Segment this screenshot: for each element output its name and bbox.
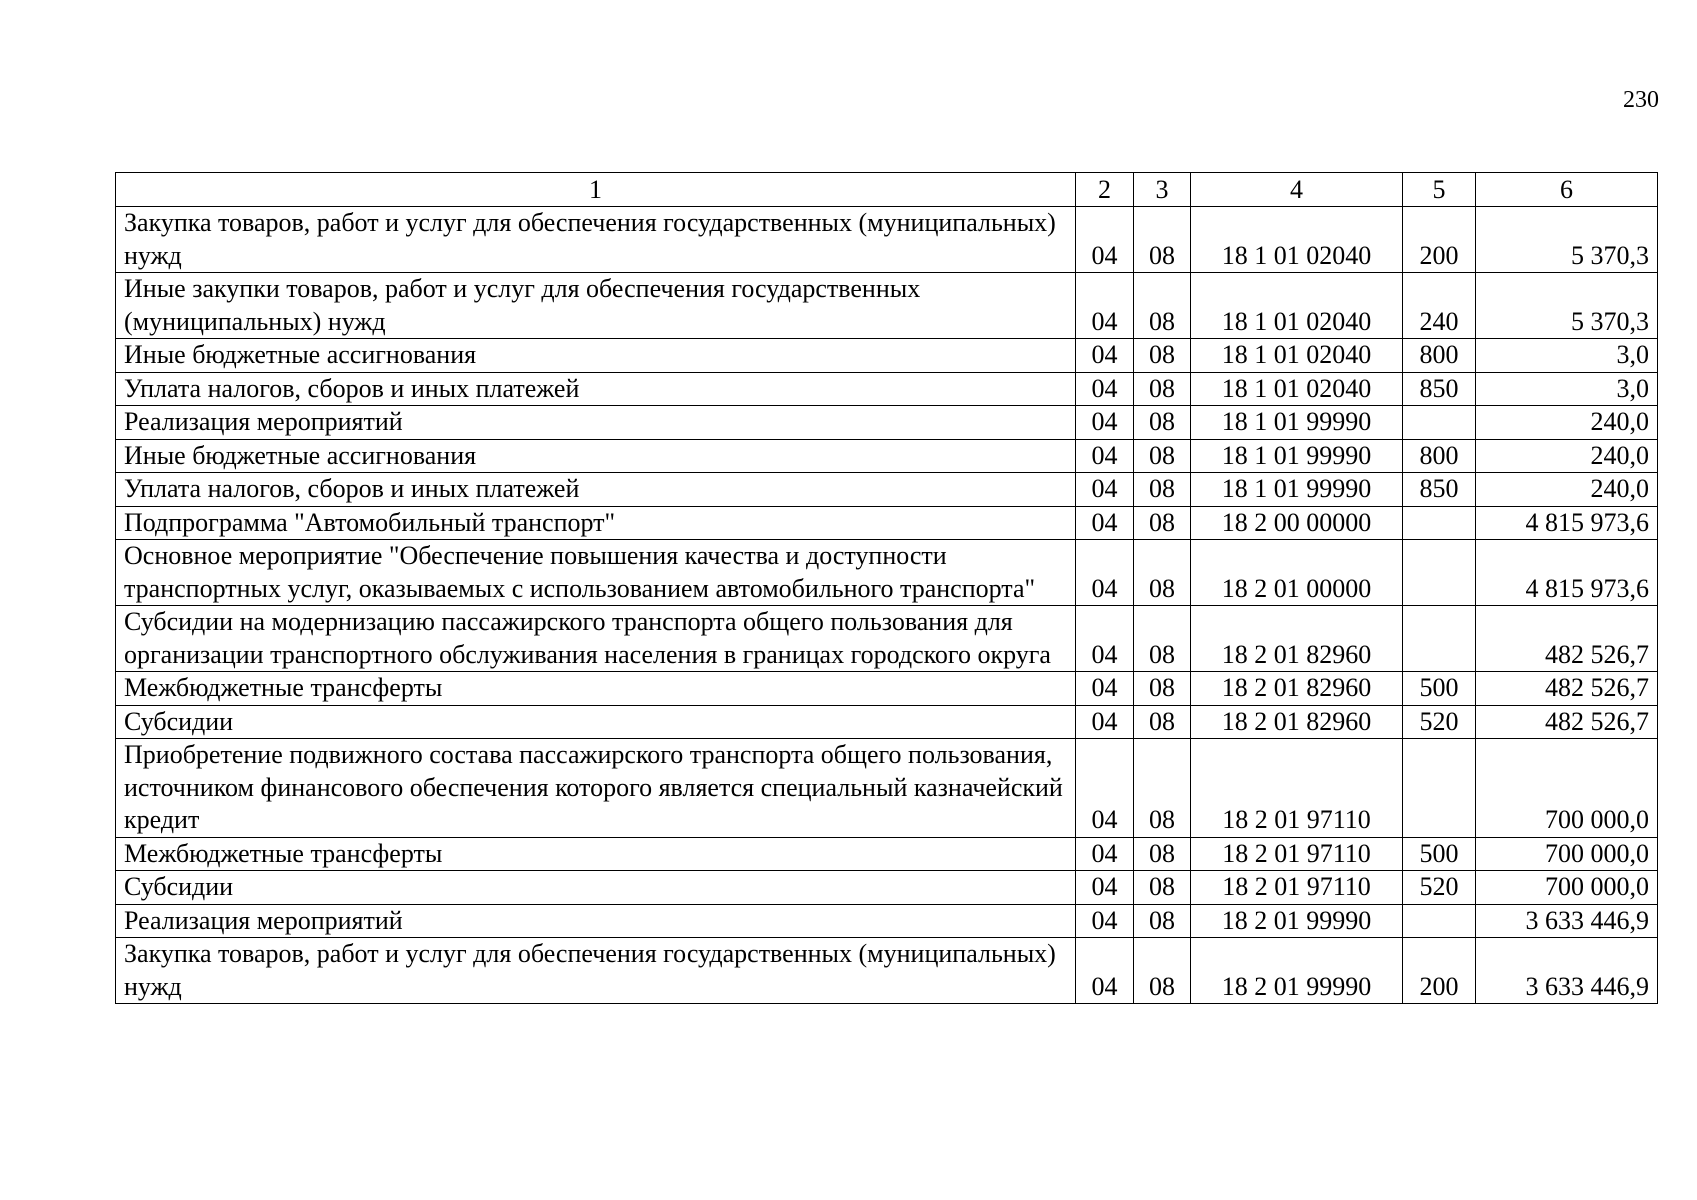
column-header-1: 1 [116,173,1076,207]
table-row [116,473,1658,507]
column-header-6: 6 [1476,173,1658,207]
table-row [116,837,1658,871]
row-section: 04 [1076,207,1134,273]
row-expense-type [1403,406,1476,440]
table-header-row [116,173,1658,207]
row-amount: 482 526,7 [1476,705,1658,739]
row-amount: 5 370,3 [1476,273,1658,339]
row-name: Иные закупки товаров, работ и услуг для обеспечения государственных (муниципальных) нужд [116,273,1076,339]
row-expense-type: 240 [1403,273,1476,339]
row-subsection: 08 [1134,439,1191,473]
row-target-code: 18 1 01 02040 [1191,273,1403,339]
row-target-code: 18 1 01 99990 [1191,439,1403,473]
row-amount: 3 633 446,9 [1476,938,1658,1004]
row-amount: 482 526,7 [1476,606,1658,672]
row-expense-type: 500 [1403,672,1476,706]
row-target-code: 18 2 01 82960 [1191,705,1403,739]
row-expense-type: 850 [1403,372,1476,406]
row-name: Субсидии [116,871,1076,905]
row-name: Приобретение подвижного состава пассажирского транспорта общего пользования, источником финансового обеспечения которого является специальный казначейский кредит [116,739,1076,838]
row-target-code: 18 2 01 97110 [1191,739,1403,838]
row-section: 04 [1076,439,1134,473]
row-name: Субсидии на модернизацию пассажирского транспорта общего пользования для организации транспортного обслуживания населения в границах городского округа [116,606,1076,672]
row-section: 04 [1076,904,1134,938]
row-subsection: 08 [1134,837,1191,871]
row-target-code: 18 1 01 99990 [1191,406,1403,440]
table-row [116,339,1658,373]
row-amount: 3,0 [1476,339,1658,373]
row-amount: 3 633 446,9 [1476,904,1658,938]
row-name: Закупка товаров, работ и услуг для обеспечения государственных (муниципальных) нужд [116,207,1076,273]
table-row [116,871,1658,905]
row-name: Межбюджетные трансферты [116,672,1076,706]
row-amount: 240,0 [1476,406,1658,440]
row-amount: 3,0 [1476,372,1658,406]
row-expense-type: 520 [1403,871,1476,905]
row-amount: 240,0 [1476,473,1658,507]
row-target-code: 18 2 01 82960 [1191,606,1403,672]
table-row [116,904,1658,938]
row-expense-type: 800 [1403,339,1476,373]
row-section: 04 [1076,540,1134,606]
row-target-code: 18 2 01 82960 [1191,672,1403,706]
row-expense-type [1403,506,1476,540]
row-expense-type [1403,739,1476,838]
row-section: 04 [1076,672,1134,706]
page-number: 230 [1623,87,1659,113]
table-row [116,273,1658,339]
row-name: Иные бюджетные ассигнования [116,339,1076,373]
row-subsection: 08 [1134,207,1191,273]
row-subsection: 08 [1134,372,1191,406]
row-subsection: 08 [1134,339,1191,373]
row-subsection: 08 [1134,406,1191,440]
row-name: Субсидии [116,705,1076,739]
column-header-5: 5 [1403,173,1476,207]
row-section: 04 [1076,339,1134,373]
row-subsection: 08 [1134,871,1191,905]
table-row [116,372,1658,406]
row-subsection: 08 [1134,506,1191,540]
row-subsection: 08 [1134,473,1191,507]
column-header-3: 3 [1134,173,1191,207]
row-subsection: 08 [1134,705,1191,739]
row-name: Уплата налогов, сборов и иных платежей [116,372,1076,406]
row-expense-type [1403,904,1476,938]
row-expense-type: 200 [1403,938,1476,1004]
row-section: 04 [1076,871,1134,905]
budget-table [115,172,1658,1004]
row-section: 04 [1076,506,1134,540]
table-row [116,672,1658,706]
row-subsection: 08 [1134,672,1191,706]
row-subsection: 08 [1134,273,1191,339]
row-target-code: 18 1 01 02040 [1191,339,1403,373]
row-expense-type [1403,606,1476,672]
table-row [116,540,1658,606]
row-target-code: 18 2 01 99990 [1191,904,1403,938]
row-name: Иные бюджетные ассигнования [116,439,1076,473]
row-subsection: 08 [1134,606,1191,672]
row-section: 04 [1076,406,1134,440]
row-target-code: 18 2 01 97110 [1191,871,1403,905]
row-amount: 482 526,7 [1476,672,1658,706]
table-row [116,606,1658,672]
row-name: Реализация мероприятий [116,904,1076,938]
row-subsection: 08 [1134,540,1191,606]
row-expense-type: 520 [1403,705,1476,739]
row-expense-type: 200 [1403,207,1476,273]
row-section: 04 [1076,372,1134,406]
row-expense-type: 800 [1403,439,1476,473]
row-amount: 240,0 [1476,439,1658,473]
row-section: 04 [1076,273,1134,339]
table-row [116,506,1658,540]
row-subsection: 08 [1134,739,1191,838]
row-target-code: 18 2 00 00000 [1191,506,1403,540]
table-row [116,705,1658,739]
row-amount: 700 000,0 [1476,871,1658,905]
table-row [116,739,1658,838]
row-name: Реализация мероприятий [116,406,1076,440]
row-subsection: 08 [1134,904,1191,938]
row-section: 04 [1076,837,1134,871]
column-header-2: 2 [1076,173,1134,207]
row-target-code: 18 1 01 02040 [1191,207,1403,273]
row-expense-type: 500 [1403,837,1476,871]
row-amount: 5 370,3 [1476,207,1658,273]
row-expense-type: 850 [1403,473,1476,507]
row-section: 04 [1076,938,1134,1004]
row-target-code: 18 1 01 99990 [1191,473,1403,507]
row-target-code: 18 2 01 99990 [1191,938,1403,1004]
row-target-code: 18 2 01 97110 [1191,837,1403,871]
row-name: Основное мероприятие "Обеспечение повышения качества и доступности транспортных услуг, оказываемых с использованием автомобильного транспорта" [116,540,1076,606]
table-row [116,938,1658,1004]
row-amount: 700 000,0 [1476,837,1658,871]
row-amount: 700 000,0 [1476,739,1658,838]
row-section: 04 [1076,473,1134,507]
row-name: Закупка товаров, работ и услуг для обеспечения государственных (муниципальных) нужд [116,938,1076,1004]
row-name: Уплата налогов, сборов и иных платежей [116,473,1076,507]
row-subsection: 08 [1134,938,1191,1004]
row-target-code: 18 1 01 02040 [1191,372,1403,406]
row-name: Подпрограмма "Автомобильный транспорт" [116,506,1076,540]
row-section: 04 [1076,739,1134,838]
row-expense-type [1403,540,1476,606]
row-name: Межбюджетные трансферты [116,837,1076,871]
row-section: 04 [1076,606,1134,672]
row-amount: 4 815 973,6 [1476,540,1658,606]
row-amount: 4 815 973,6 [1476,506,1658,540]
row-target-code: 18 2 01 00000 [1191,540,1403,606]
row-section: 04 [1076,705,1134,739]
table-row [116,207,1658,273]
table-row [116,406,1658,440]
table-row [116,439,1658,473]
column-header-4: 4 [1191,173,1403,207]
